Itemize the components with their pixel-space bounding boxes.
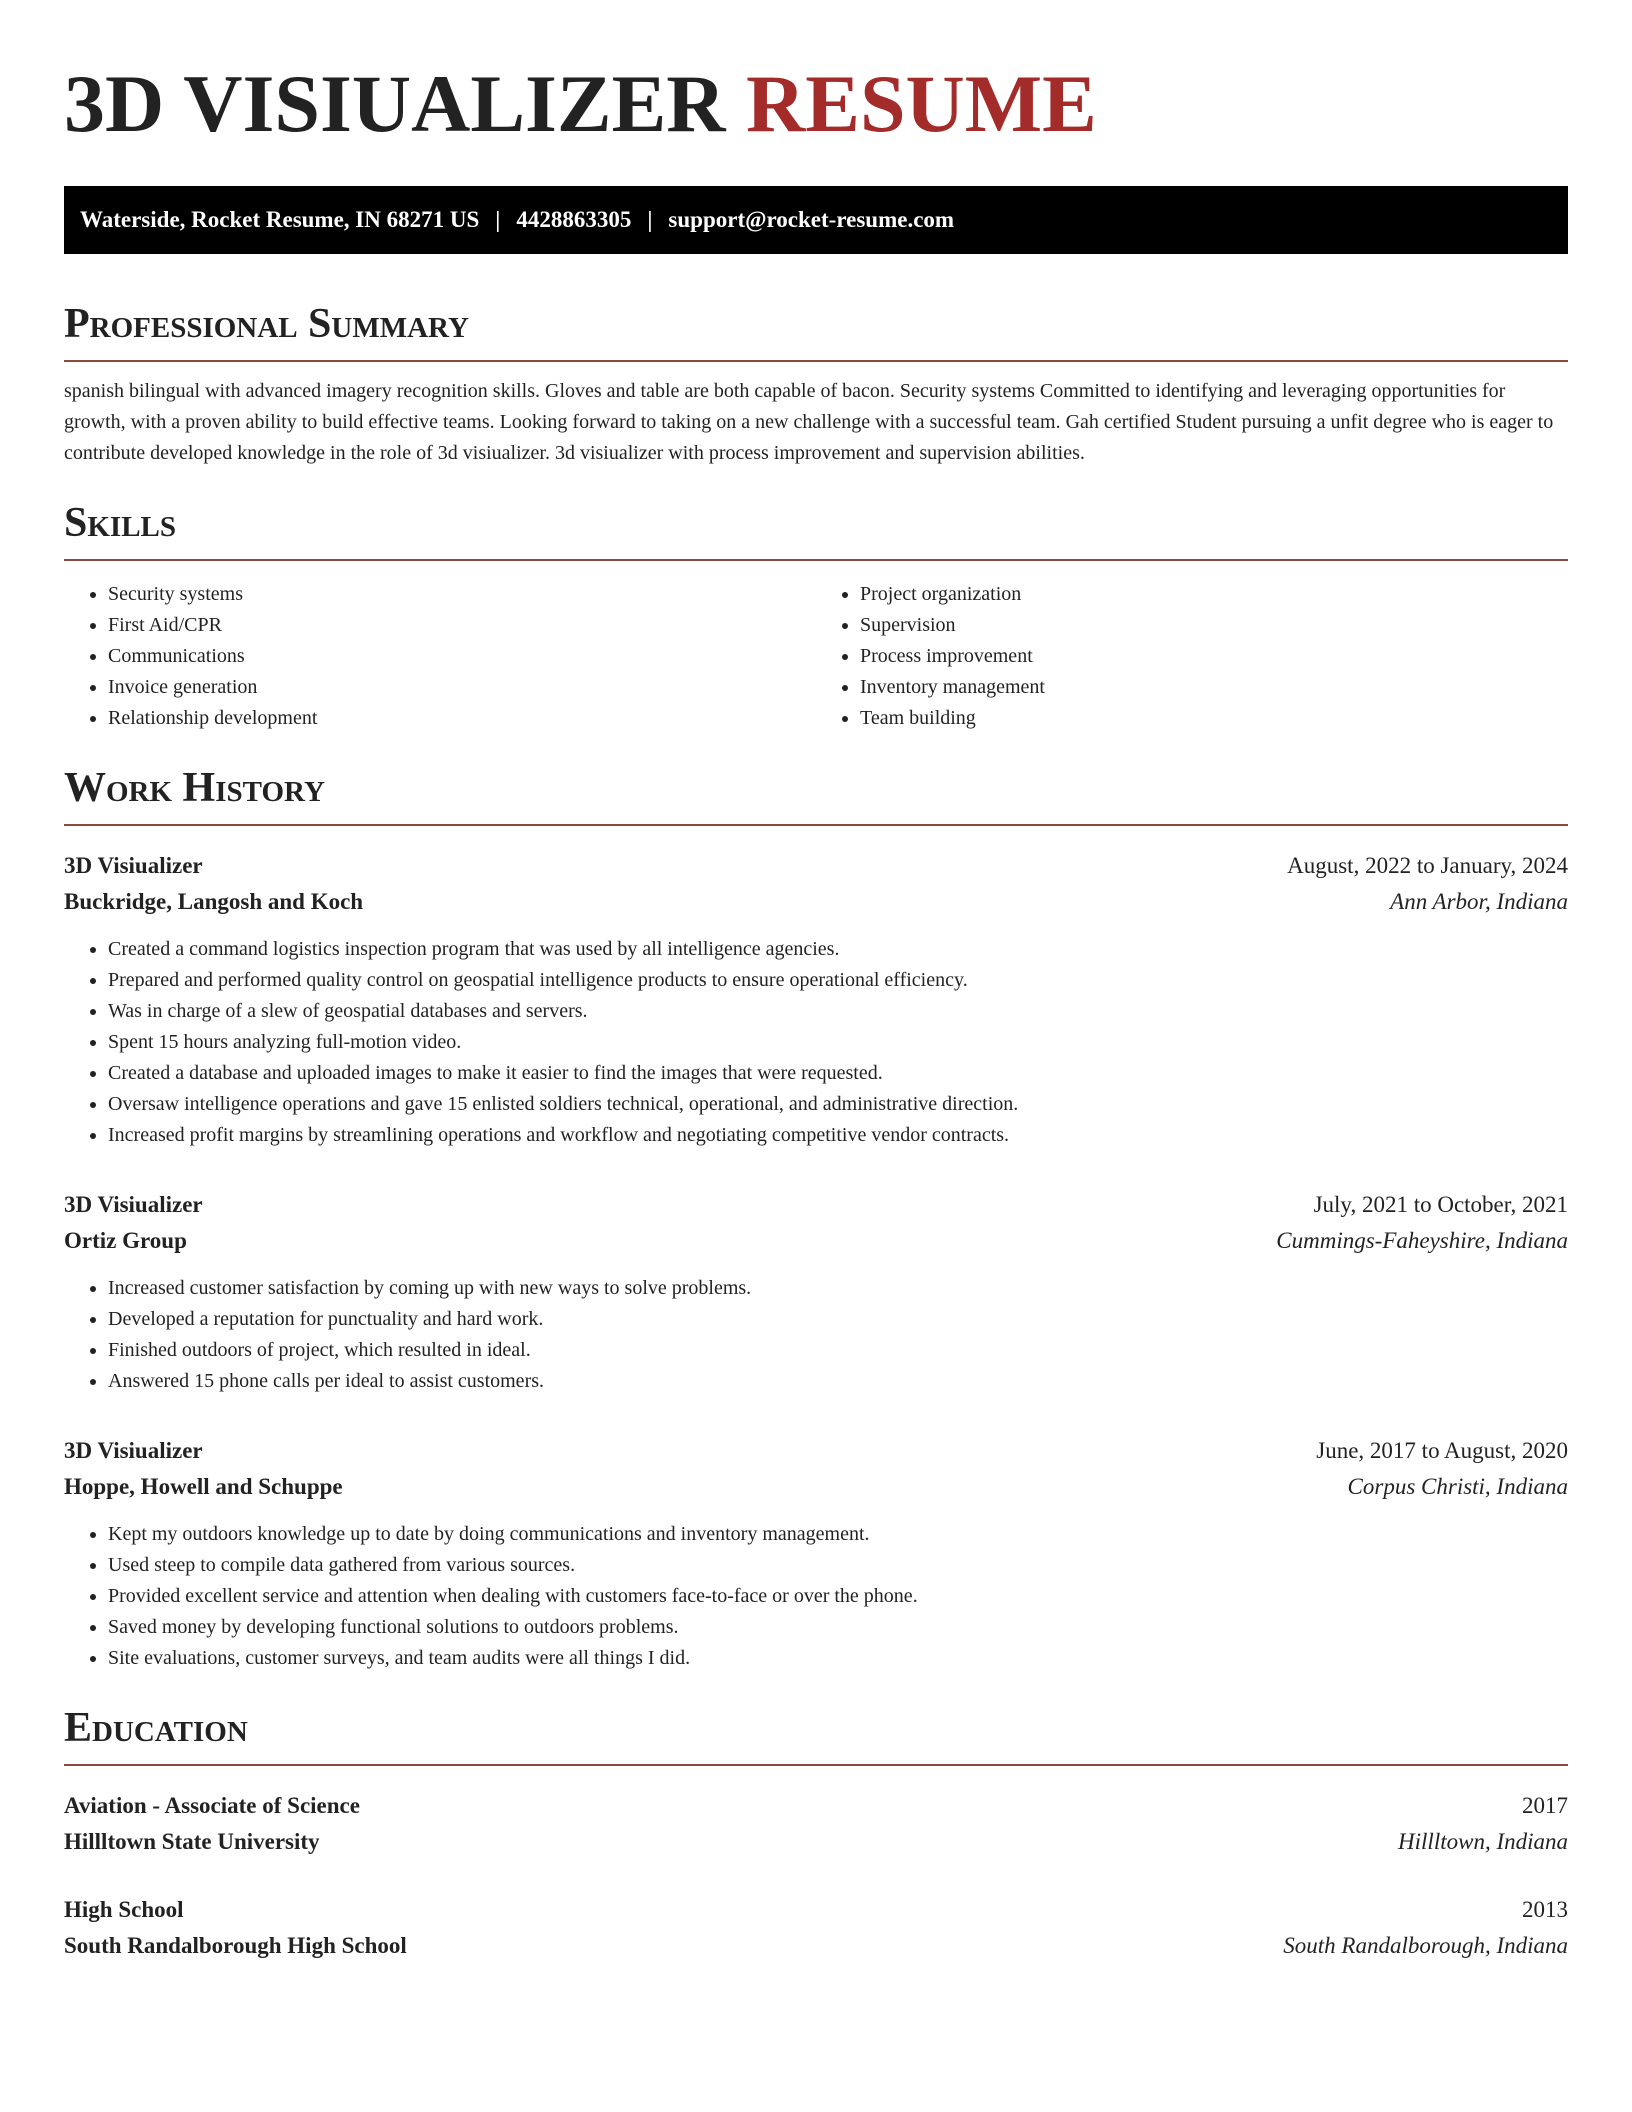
education-heading: Education <box>64 1704 1568 1766</box>
education-entry <box>64 1788 1568 1860</box>
education-subheader <box>64 1928 1568 1964</box>
job-bullet: • Used steep to compile data gathered from various sources. <box>108 1550 1568 1581</box>
skill-item: • Supervision <box>860 610 1568 641</box>
job-subheader <box>64 884 1568 920</box>
skill-item: • Process improvement <box>860 641 1568 672</box>
job-bullet: • Prepared and performed quality control on geospatial intelligence products to ensure operational efficiency. <box>108 965 1568 996</box>
job-company: Buckridge, Langosh and Koch <box>64 889 364 914</box>
education-year: 2013 <box>1522 1897 1568 1922</box>
education-entry <box>64 1892 1568 1964</box>
job-bullet: • Finished outdoors of project, which resulted in ideal. <box>108 1335 1568 1366</box>
job-company: Hoppe, Howell and Schuppe <box>64 1474 343 1499</box>
skills-heading: Skills <box>64 499 1568 561</box>
job-bullet: • Answered 15 phone calls per ideal to assist customers. <box>108 1366 1568 1397</box>
education-location: South Randalborough, Indiana <box>1283 1933 1568 1958</box>
job-company: Ortiz Group <box>64 1228 187 1253</box>
education-school: Hillltown State University <box>64 1829 320 1854</box>
skill-item: • Invoice generation <box>108 672 816 703</box>
job-entry <box>64 1187 1568 1397</box>
job-bullet: • Created a command logistics inspection program that was used by all intelligence agencies. <box>108 934 1568 965</box>
title-main: 3D VISIUALIZER <box>64 58 726 149</box>
job-location: Ann Arbor, Indiana <box>1390 889 1568 914</box>
skill-item: • First Aid/CPR <box>108 610 816 641</box>
resume-title <box>64 56 1568 152</box>
job-bullets <box>64 1519 1568 1674</box>
job-dates: June, 2017 to August, 2020 <box>1316 1438 1568 1463</box>
skill-item: • Project organization <box>860 579 1568 610</box>
education-degree: Aviation - Associate of Science <box>64 1793 360 1818</box>
contact-separator: | <box>647 207 653 232</box>
job-bullet: • Kept my outdoors knowledge up to date by doing communications and inventory management. <box>108 1519 1568 1550</box>
job-bullet: • Oversaw intelligence operations and gave 15 enlisted soldiers technical, operational, and administrative direction. <box>108 1089 1568 1120</box>
title-accent: RESUME <box>746 58 1097 149</box>
job-title: 3D Visiualizer <box>64 853 203 878</box>
work-heading: Work History <box>64 764 1568 826</box>
education-header <box>64 1892 1568 1928</box>
summary-section <box>64 300 1568 469</box>
job-dates: August, 2022 to January, 2024 <box>1287 853 1568 878</box>
job-bullet: • Increased customer satisfaction by coming up with new ways to solve problems. <box>108 1273 1568 1304</box>
education-school: South Randalborough High School <box>64 1933 407 1958</box>
job-bullet: • Increased profit margins by streamlining operations and workflow and negotiating competitive vendor contracts. <box>108 1120 1568 1151</box>
education-year: 2017 <box>1522 1793 1568 1818</box>
job-bullet: • Spent 15 hours analyzing full-motion video. <box>108 1027 1568 1058</box>
education-section <box>64 1704 1568 1964</box>
job-location: Cummings-Faheyshire, Indiana <box>1276 1228 1568 1253</box>
skill-item: • Relationship development <box>108 703 816 734</box>
job-title: 3D Visiualizer <box>64 1192 203 1217</box>
skill-item: • Communications <box>108 641 816 672</box>
contact-bar <box>64 186 1568 254</box>
education-header <box>64 1788 1568 1824</box>
skills-section <box>64 499 1568 734</box>
skill-item: • Inventory management <box>860 672 1568 703</box>
skill-item: • Security systems <box>108 579 816 610</box>
work-section <box>64 764 1568 1674</box>
job-bullet: • Was in charge of a slew of geospatial databases and servers. <box>108 996 1568 1027</box>
job-bullet: • Created a database and uploaded images to make it easier to find the images that were requested. <box>108 1058 1568 1089</box>
job-bullet: • Site evaluations, customer surveys, and team audits were all things I did. <box>108 1643 1568 1674</box>
job-header <box>64 1433 1568 1469</box>
job-dates: July, 2021 to October, 2021 <box>1313 1192 1568 1217</box>
job-entry <box>64 848 1568 1151</box>
contact-address: Waterside, Rocket Resume, IN 68271 US <box>80 207 480 232</box>
education-degree: High School <box>64 1897 184 1922</box>
contact-separator: | <box>495 207 501 232</box>
skills-list <box>64 579 1568 734</box>
skills-column-right <box>816 579 1568 734</box>
job-subheader <box>64 1469 1568 1505</box>
job-bullets <box>64 1273 1568 1397</box>
contact-email: support@rocket-resume.com <box>668 207 955 232</box>
job-entry <box>64 1433 1568 1674</box>
job-header <box>64 848 1568 884</box>
skills-column-left <box>64 579 816 734</box>
education-subheader <box>64 1824 1568 1860</box>
summary-text: spanish bilingual with advanced imagery recognition skills. Gloves and table are both capable of bacon. Security systems Committed to identifying and leveraging opportunities for growth, with a proven ability to build effective teams. Looking forward to taking on a new challenge with a successful team. Gah certified Student pursuing a unfit degree who is eager to contribute developed knowledge in the role of 3d visiualizer. 3d visiualizer with process improvement and supervision abilities. <box>64 380 1554 464</box>
job-location: Corpus Christi, Indiana <box>1347 1474 1568 1499</box>
skill-item: • Team building <box>860 703 1568 734</box>
job-bullet: • Developed a reputation for punctuality and hard work. <box>108 1304 1568 1335</box>
job-bullets <box>64 934 1568 1151</box>
job-bullet: • Saved money by developing functional solutions to outdoors problems. <box>108 1612 1568 1643</box>
job-header <box>64 1187 1568 1223</box>
summary-heading: Professional Summary <box>64 300 1568 362</box>
job-bullet: • Provided excellent service and attention when dealing with customers face-to-face or over the phone. <box>108 1581 1568 1612</box>
job-subheader <box>64 1223 1568 1259</box>
contact-phone: 4428863305 <box>516 207 632 232</box>
education-location: Hillltown, Indiana <box>1398 1829 1568 1854</box>
job-title: 3D Visiualizer <box>64 1438 203 1463</box>
